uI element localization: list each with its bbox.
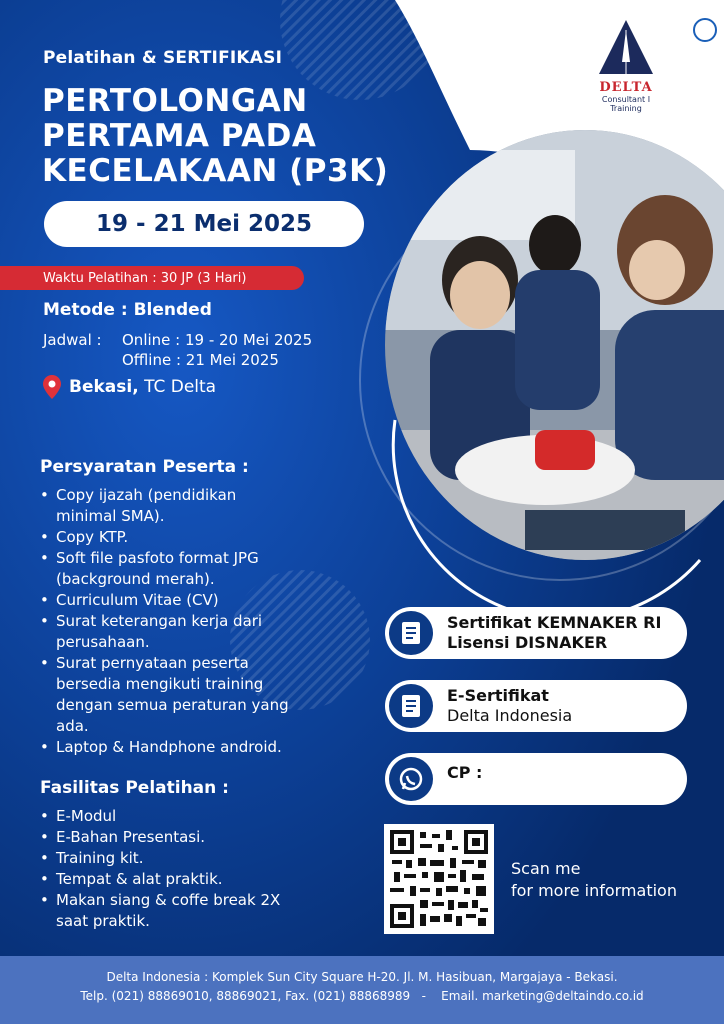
- footer-contact: Telp. (021) 88869010, 88869021, Fax. (021) 88868989 - Email. marketing@deltaindo.co.id: [80, 989, 644, 1003]
- list-item: • Curriculum Vitae (CV): [40, 590, 340, 611]
- list-item: • Surat keterangan kerja dari perusahaan.: [40, 611, 305, 653]
- date-pill: 19 - 21 Mei 2025: [44, 201, 364, 247]
- title-line-3: KECELAKAAN (P3K): [42, 153, 389, 189]
- location-pin-icon: [43, 375, 61, 399]
- schedule: [43, 330, 312, 370]
- list-item: • E-Modul: [40, 806, 340, 827]
- facilities-title: Fasilitas Pelatihan :: [40, 778, 229, 798]
- duration-bar: Waktu Pelatihan : 30 JP (3 Hari): [0, 266, 304, 290]
- ecert-line-2: Delta Indonesia: [447, 706, 573, 725]
- method: Metode : Blended: [43, 300, 212, 320]
- list-item: • E-Bahan Presentasi.: [40, 827, 340, 848]
- facilities-list: [40, 806, 340, 932]
- document-icon: [389, 611, 433, 655]
- page-title: [42, 84, 388, 189]
- schedule-online: Online : 19 - 20 Mei 2025: [122, 331, 313, 349]
- requirements-section: [40, 457, 340, 758]
- list-item: • Soft file pasfoto format JPG (background merah).: [40, 548, 310, 590]
- list-item: • Copy KTP.: [40, 527, 340, 548]
- schedule-label: Jadwal :: [43, 331, 102, 349]
- title-line-1: PERTOLONGAN: [42, 83, 308, 119]
- footer: [0, 956, 724, 1024]
- list-item: • Makan siang & coffe break 2X saat praktik.: [40, 890, 315, 932]
- list-item: • Laptop & Handphone android.: [40, 737, 340, 758]
- list-item: • Tempat & alat praktik.: [40, 869, 340, 890]
- qr-code-icon: [390, 830, 488, 928]
- list-item: • Training kit.: [40, 848, 340, 869]
- logo-name: DELTA: [599, 80, 653, 95]
- title-line-2: PERTAMA PADA: [42, 118, 317, 154]
- whatsapp-icon[interactable]: [389, 757, 433, 801]
- cert-line-1: Sertifikat KEMNAKER RI: [447, 613, 662, 632]
- subtitle: Pelatihan & SERTIFIKASI: [43, 48, 283, 68]
- scan-line-1: Scan me: [511, 859, 581, 878]
- certificate-card: [385, 607, 687, 659]
- requirements-title: Persyaratan Peserta :: [40, 457, 249, 477]
- logo-tagline: Consultant I Training: [601, 95, 651, 113]
- schedule-offline: Offline : 21 Mei 2025: [122, 351, 279, 369]
- location-city: Bekasi,: [69, 377, 139, 397]
- contact-card[interactable]: [385, 753, 687, 805]
- qr-code[interactable]: [384, 824, 494, 934]
- delta-logo: [590, 18, 662, 113]
- delta-triangle-icon: [597, 18, 655, 76]
- e-certificate-card: [385, 680, 687, 732]
- requirements-list: [40, 485, 340, 758]
- document-icon: [389, 684, 433, 728]
- cert-line-2: Lisensi DISNAKER: [447, 633, 608, 652]
- footer-address: Delta Indonesia : Komplek Sun City Square H-20. Jl. M. Hasibuan, Margajaya - Bekasi.: [106, 970, 618, 984]
- location: [43, 375, 216, 399]
- scan-text: [511, 858, 677, 902]
- location-place: TC Delta: [138, 377, 217, 397]
- facilities-section: [40, 778, 340, 932]
- scan-line-2: for more information: [511, 881, 677, 900]
- list-item: • Copy ijazah (pendidikan minimal SMA).: [40, 485, 290, 527]
- list-item: • Surat pernyataan peserta bersedia mengikuti training dengan semua peraturan yang ada.: [40, 653, 290, 737]
- ecert-line-1: E-Sertifikat: [447, 686, 549, 705]
- cp-label: CP :: [447, 763, 483, 782]
